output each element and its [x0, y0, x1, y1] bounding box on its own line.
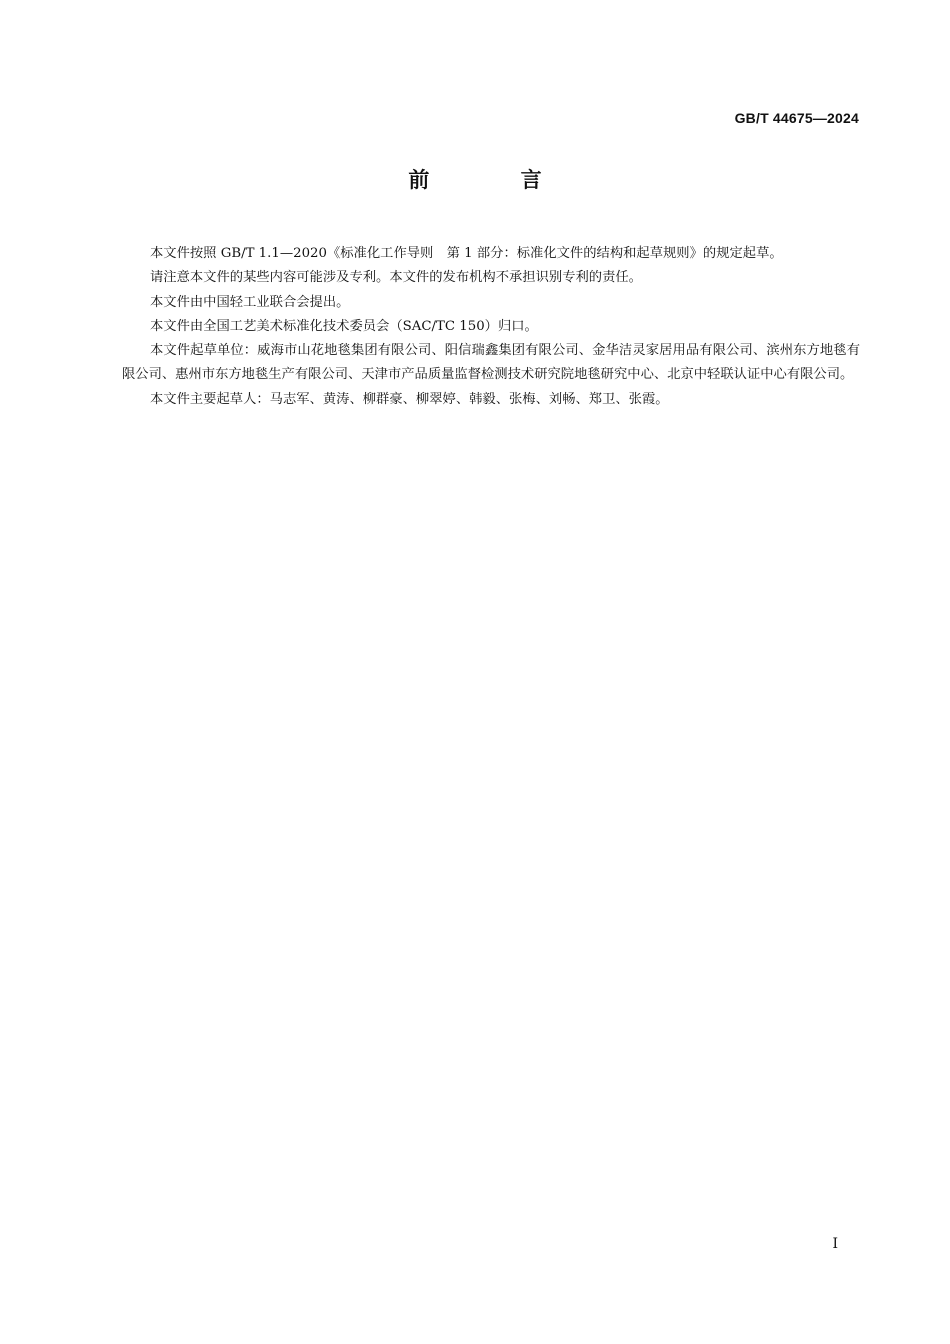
foreword-body [122, 242, 860, 412]
paragraph-drafting-rules: 本文件按照 GB/T 1.1—2020《标准化工作导则 第 1 部分：标准化文件的结构和起草规则》的规定起草。 [150, 246, 783, 261]
standard-number: GB/T 44675—2024 [734, 110, 859, 126]
page-title: 前 言 [408, 168, 584, 192]
paragraph-technical-committee: 本文件由全国工艺美术标准化技术委员会（SAC/TC 150）归口。 [150, 318, 538, 334]
page-number: I [832, 1236, 838, 1252]
paragraph-drafters: 本文件主要起草人：马志军、黄涛、柳群豪、柳翠婷、韩毅、张梅、刘畅、郑卫、张霞。 [150, 391, 669, 407]
paragraph-patent-notice: 请注意本文件的某些内容可能涉及专利。本文件的发布机构不承担识别专利的责任。 [150, 270, 642, 286]
paragraph-drafting-units: 本文件起草单位：威海市山花地毯集团有限公司、阳信瑞鑫集团有限公司、金华洁灵家居用品有限公司、滨州东方地毯有限公司、惠州市东方地毯生产有限公司、天津市产品质量监督检测技术研究院地毯研究中心、北京中轻联认证中心有限公司。 [122, 343, 860, 383]
paragraph-proposer: 本文件由中国轻工业联合会提出。 [150, 294, 350, 310]
